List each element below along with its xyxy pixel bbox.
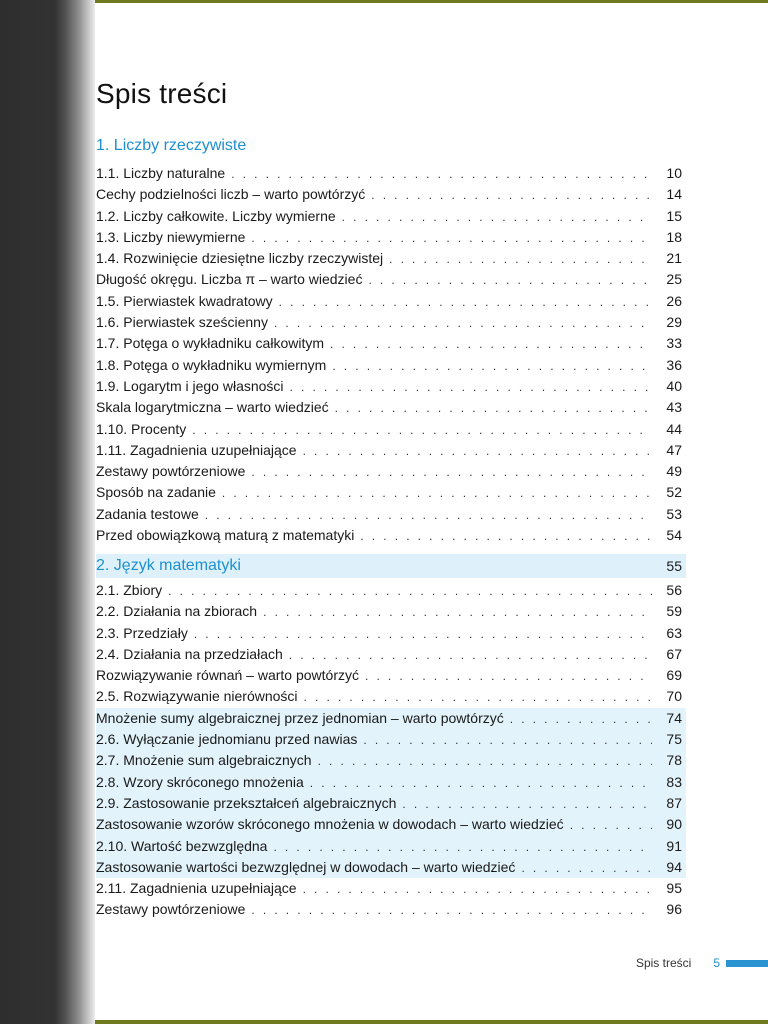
dot-leader: [303, 879, 652, 900]
dot-leader: [335, 398, 652, 419]
toc-entry[interactable]: [96, 482, 686, 503]
section-2: [96, 554, 686, 921]
toc-entry[interactable]: [96, 206, 686, 227]
toc-entry[interactable]: [96, 312, 686, 333]
toc-entry-page: 90: [666, 816, 682, 833]
toc-entry-page: 21: [666, 250, 682, 267]
toc-entry-page: 26: [666, 292, 682, 309]
dot-leader: [332, 356, 652, 377]
dot-leader: [365, 666, 652, 687]
toc-entry[interactable]: [96, 644, 686, 665]
section-entries: [96, 580, 686, 921]
toc-entry[interactable]: [96, 601, 686, 622]
toc-entry-title: Zadania testowe: [96, 505, 199, 522]
toc-entry[interactable]: [96, 397, 686, 418]
toc-entry-page: 47: [666, 441, 682, 458]
dot-leader: [363, 730, 652, 751]
toc-entry[interactable]: [96, 750, 686, 771]
page-title: Spis treści: [96, 78, 228, 109]
footer-page-number: 5: [713, 956, 720, 970]
toc-entry-title: Zestawy powtórzeniowe: [96, 463, 246, 480]
dot-leader: [251, 900, 652, 921]
toc-entry-page: 44: [666, 420, 682, 437]
dot-leader: [274, 313, 652, 334]
toc-entry-title: 1.8. Potęga o wykładniku wymiernym: [96, 356, 327, 373]
toc-entry-title: 1.4. Rozwinięcie dziesiętne liczby rzeczywistej: [96, 250, 384, 267]
dot-leader: [263, 602, 652, 623]
toc-entry[interactable]: [96, 184, 686, 205]
dot-leader: [251, 228, 652, 249]
section-heading: [96, 134, 686, 158]
toc-entry-title: 1.1. Liczby naturalne: [96, 165, 226, 181]
toc-entry[interactable]: [96, 376, 686, 397]
section-entries: [96, 163, 686, 546]
toc-entry-page: 15: [666, 207, 682, 224]
toc-entry-page: 94: [666, 858, 682, 875]
toc-entry[interactable]: [96, 772, 686, 793]
dot-leader: [389, 249, 652, 270]
toc-entry-page: 43: [666, 399, 682, 416]
toc-entry-title: 2.8. Wzory skróconego mnożenia: [96, 773, 304, 790]
dot-leader: [279, 292, 652, 313]
toc-entry-title: 2.5. Rozwiązywanie nierówności: [96, 688, 298, 705]
toc-entry-title: 2.7. Mnożenie sum algebraicznych: [96, 752, 312, 769]
section-heading-title: 1. Liczby rzeczywiste: [96, 137, 247, 154]
toc-entry[interactable]: [96, 525, 686, 546]
dot-leader: [231, 164, 652, 185]
toc-entry[interactable]: [96, 248, 686, 269]
section-heading-page: 55: [666, 558, 682, 574]
toc-entry-page: 14: [666, 186, 682, 203]
toc-entry[interactable]: [96, 857, 686, 878]
toc-entry-title: Cechy podzielności liczb – warto powtórzyć: [96, 186, 366, 203]
toc-entry-page: 70: [666, 688, 682, 705]
dot-leader: [168, 581, 652, 602]
toc-entry[interactable]: [96, 814, 686, 835]
footer-label: Spis treści: [635, 956, 692, 970]
toc-entry-page: 75: [666, 731, 682, 748]
toc-entry-page: 25: [666, 271, 682, 288]
toc-entry-page: 29: [666, 314, 682, 331]
bottom-rule: [95, 1020, 768, 1024]
toc-entry[interactable]: [96, 291, 686, 312]
footer-accent-bar: [726, 960, 768, 967]
dot-leader: [192, 420, 652, 441]
dot-leader: [310, 773, 652, 794]
toc-entry-title: 1.2. Liczby całkowite. Liczby wymierne: [96, 207, 336, 224]
toc-entry-page: 83: [666, 773, 682, 790]
toc-entry-page: 59: [666, 603, 682, 620]
toc-entry-page: 52: [666, 484, 682, 501]
toc-entry-page: 78: [666, 752, 682, 769]
toc-entry-page: 53: [666, 505, 682, 522]
toc-entry-title: 1.3. Liczby niewymierne: [96, 228, 246, 245]
toc-entry-title: Sposób na zadanie: [96, 484, 216, 501]
toc-entry-title: 1.11. Zagadnienia uzupełniające: [96, 441, 297, 458]
toc-entry[interactable]: [96, 580, 686, 601]
toc-entry[interactable]: [96, 504, 686, 525]
dot-leader: [251, 462, 652, 483]
toc-entry-page: 40: [666, 377, 682, 394]
section-1: [96, 134, 686, 546]
toc-entry[interactable]: [96, 333, 686, 354]
toc-entry[interactable]: [96, 665, 686, 686]
top-rule: [95, 0, 768, 3]
dot-leader: [510, 709, 652, 730]
dot-leader: [360, 526, 652, 547]
toc-entry[interactable]: [96, 686, 686, 707]
toc-entry-page: 67: [666, 645, 682, 662]
toc-entry[interactable]: [96, 708, 686, 729]
toc-entry-page: 33: [666, 335, 682, 352]
dot-leader: [273, 837, 652, 858]
toc-entry-title: 2.1. Zbiory: [96, 582, 163, 598]
toc-entry-title: Zastosowanie wzorów skróconego mnożenia w dowodach – warto wiedzieć: [96, 816, 564, 833]
dot-leader: [342, 207, 652, 228]
toc-entry[interactable]: [96, 623, 686, 644]
toc-entry-page: 56: [666, 582, 682, 598]
toc-entry-title: 2.2. Działania na zbiorach: [96, 603, 258, 620]
toc-entry[interactable]: [96, 878, 686, 899]
toc-entry[interactable]: [96, 355, 686, 376]
toc-entry-page: 95: [666, 880, 682, 897]
toc-entry[interactable]: [96, 836, 686, 857]
dot-leader: [570, 815, 652, 836]
toc-entry-title: Długość okręgu. Liczba π – warto wiedzieć: [96, 271, 363, 288]
dot-leader: [402, 794, 652, 815]
page-footer: [636, 955, 768, 971]
section-heading: [96, 554, 686, 578]
toc-entry-page: 91: [666, 837, 682, 854]
toc-entry-title: 1.6. Pierwiastek sześcienny: [96, 314, 268, 331]
toc-entry-page: 54: [666, 527, 682, 544]
toc-entry-title: 1.5. Pierwiastek kwadratowy: [96, 292, 273, 309]
toc-entry-title: Zestawy powtórzeniowe: [96, 901, 246, 918]
dot-leader: [290, 377, 652, 398]
toc-entry-page: 10: [666, 165, 682, 181]
book-spine-shadow: [0, 0, 95, 1024]
toc-entry-page: 87: [666, 794, 682, 811]
toc-entry-title: Rozwiązywanie równań – warto powtórzyć: [96, 667, 359, 684]
toc-entry-title: 2.6. Wyłączanie jednomianu przed nawias: [96, 731, 358, 748]
dot-leader: [318, 751, 652, 772]
toc-entry[interactable]: [96, 899, 686, 920]
toc-entry-title: 2.4. Działania na przedziałach: [96, 645, 283, 662]
toc-entry-title: 2.3. Przedziały: [96, 624, 188, 641]
dot-leader: [222, 483, 652, 504]
toc-entry-page: 96: [666, 901, 682, 918]
section-heading-title: 2. Język matematyki: [96, 557, 241, 574]
dot-leader: [368, 270, 652, 291]
toc-entry[interactable]: [96, 227, 686, 248]
toc-entry[interactable]: [96, 793, 686, 814]
toc-entry-page: 36: [666, 356, 682, 373]
toc-entry[interactable]: [96, 461, 686, 482]
toc-entry-title: 2.10. Wartość bezwzględna: [96, 837, 268, 854]
toc-entry-page: 63: [666, 624, 682, 641]
toc-entry-title: Zastosowanie wartości bezwzględnej w dowodach – warto wiedzieć: [96, 858, 516, 875]
toc-entry-title: 2.9. Zastosowanie przekształceń algebraicznych: [96, 794, 397, 811]
toc-entry[interactable]: [96, 729, 686, 750]
toc-entry-title: 1.10. Procenty: [96, 420, 187, 437]
toc-entry-title: 1.9. Logarytm i jego własności: [96, 377, 284, 394]
dot-leader: [371, 185, 652, 206]
dot-leader: [521, 858, 652, 879]
dot-leader: [303, 441, 652, 462]
toc-entry-page: 18: [666, 228, 682, 245]
dot-leader: [304, 687, 652, 708]
toc-entry[interactable]: [96, 163, 686, 184]
toc-entry-title: 2.11. Zagadnienia uzupełniające: [96, 880, 297, 897]
toc-entry-title: Mnożenie sumy algebraicznej przez jednomian – warto powtórzyć: [96, 709, 504, 726]
toc-entry[interactable]: [96, 440, 686, 461]
toc-entry-page: 69: [666, 667, 682, 684]
dot-leader: [289, 645, 652, 666]
toc-entry-page: 49: [666, 463, 682, 480]
toc-entry-title: Przed obowiązkową maturą z matematyki: [96, 527, 355, 544]
dot-leader: [205, 505, 652, 526]
toc-entry-page: 74: [666, 709, 682, 726]
toc-entry[interactable]: [96, 269, 686, 290]
toc-entry-title: Skala logarytmiczna – warto wiedzieć: [96, 399, 329, 416]
dot-leader: [194, 624, 652, 645]
toc-entry-title: 1.7. Potęga o wykładniku całkowitym: [96, 335, 324, 352]
dot-leader: [330, 334, 652, 355]
toc-entry[interactable]: [96, 419, 686, 440]
